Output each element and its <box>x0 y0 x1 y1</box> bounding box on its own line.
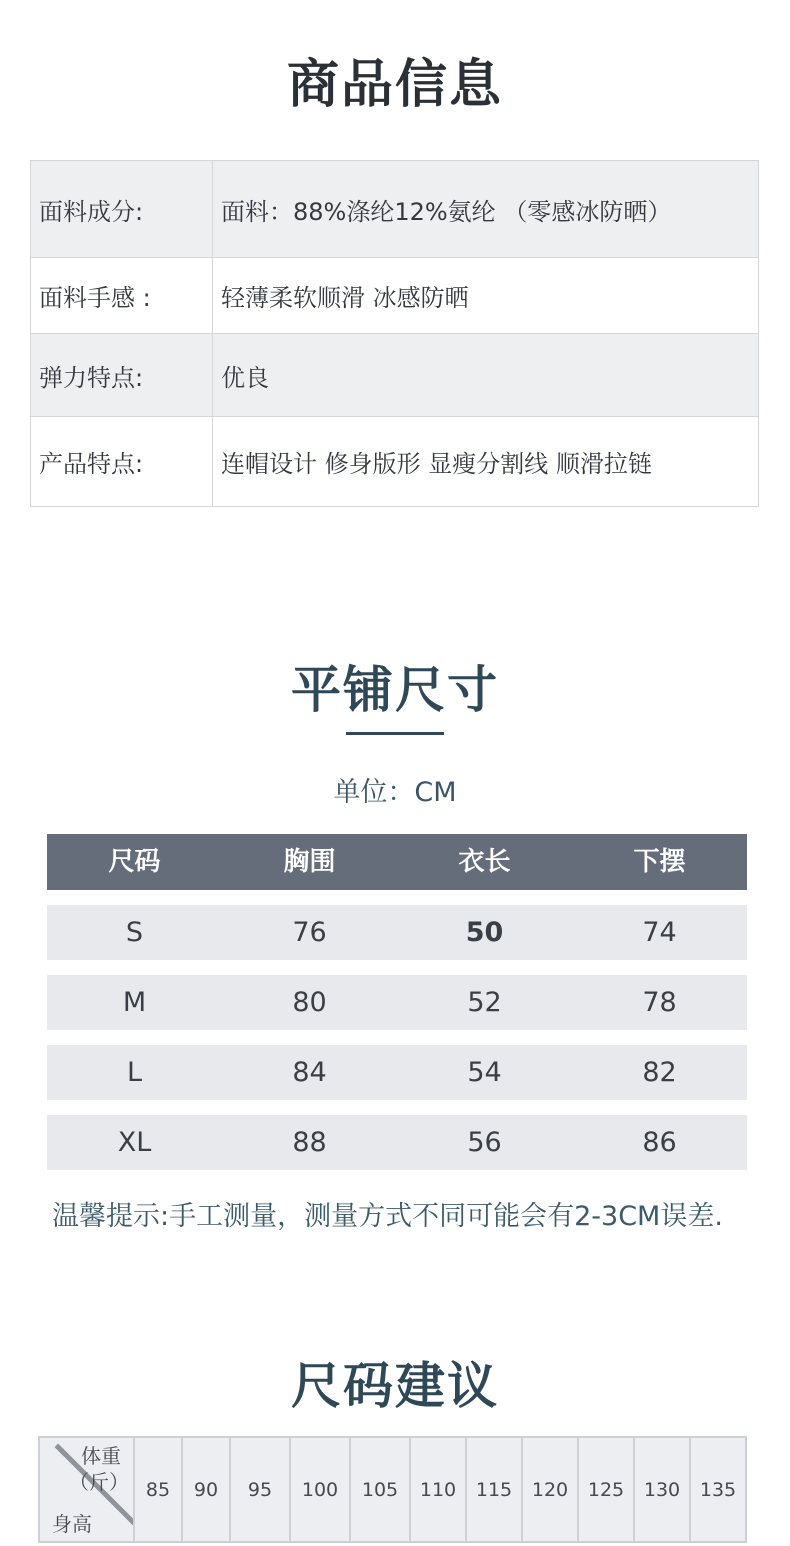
weight-header: 120 <box>522 1437 578 1542</box>
weight-header: 135 <box>690 1437 746 1542</box>
column-header: 衣长 <box>458 847 511 877</box>
table-row <box>31 161 759 258</box>
weight-header: 90 <box>182 1437 230 1542</box>
weight-unit-label: （斤） <box>69 1470 129 1494</box>
column-header: 下摆 <box>633 847 686 877</box>
info-value: 连帽设计 修身版形 显瘦分割线 顺滑拉链 <box>213 417 759 507</box>
size-cell: 84 <box>292 1057 327 1088</box>
size-row <box>47 1045 747 1100</box>
size-cell: 56 <box>467 1127 502 1158</box>
info-value: 面料：88%涤纶12%氨纶 （零感冰防晒） <box>213 161 759 258</box>
size-advice-title: 尺码建议 <box>291 1357 499 1415</box>
weight-header: 125 <box>578 1437 634 1542</box>
weight-header: 105 <box>350 1437 410 1542</box>
size-row <box>47 975 747 1030</box>
weight-header: 130 <box>634 1437 690 1542</box>
size-cell: 88 <box>292 1127 327 1158</box>
size-cell: XL <box>117 1127 152 1158</box>
size-cell: 54 <box>467 1057 502 1088</box>
flat-size-title: 平铺尺寸 <box>291 661 499 719</box>
size-cell: 86 <box>642 1127 677 1158</box>
size-cell: 52 <box>467 987 502 1018</box>
size-cell: 74 <box>642 917 677 948</box>
info-value: 轻薄柔软顺滑 冰感防晒 <box>213 258 759 334</box>
info-value: 优良 <box>213 334 759 417</box>
product-info-title: 商品信息 <box>286 55 503 115</box>
corner-header <box>39 1437 134 1542</box>
column-header: 胸围 <box>283 847 336 877</box>
column-header: 尺码 <box>108 847 161 877</box>
size-cell: 78 <box>642 987 677 1018</box>
weight-header: 85 <box>134 1437 182 1542</box>
table-row <box>31 258 759 334</box>
size-row <box>47 1115 747 1170</box>
info-key: 面料手感 : <box>31 258 213 334</box>
weight-header: 100 <box>290 1437 350 1542</box>
size-cell: 80 <box>292 987 327 1018</box>
size-row <box>47 905 747 960</box>
size-cell: L <box>126 1057 143 1088</box>
info-key: 产品特点: <box>31 417 213 507</box>
size-cell: 50 <box>465 917 504 948</box>
weight-header: 95 <box>230 1437 290 1542</box>
info-key: 弹力特点: <box>31 334 213 417</box>
size-cell: 76 <box>292 917 327 948</box>
table-row <box>39 1437 746 1542</box>
product-info-table <box>30 160 759 507</box>
size-cell: S <box>125 917 144 948</box>
size-cell: 82 <box>642 1057 677 1088</box>
size-cell: M <box>122 987 147 1018</box>
size-advice-table <box>38 1436 747 1543</box>
weight-label: 体重 <box>81 1444 121 1468</box>
table-row <box>31 334 759 417</box>
weight-header: 115 <box>466 1437 522 1542</box>
unit-label: 单位：CM <box>333 777 457 808</box>
title-underline <box>346 732 444 735</box>
weight-header: 110 <box>410 1437 466 1542</box>
info-key: 面料成分: <box>31 161 213 258</box>
size-table-header <box>47 834 747 890</box>
measurement-tip: 温馨提示:手工测量，测量方式不同可能会有2-3CM误差. <box>52 1201 723 1232</box>
table-row <box>31 417 759 507</box>
height-label: 身高 <box>52 1512 92 1536</box>
